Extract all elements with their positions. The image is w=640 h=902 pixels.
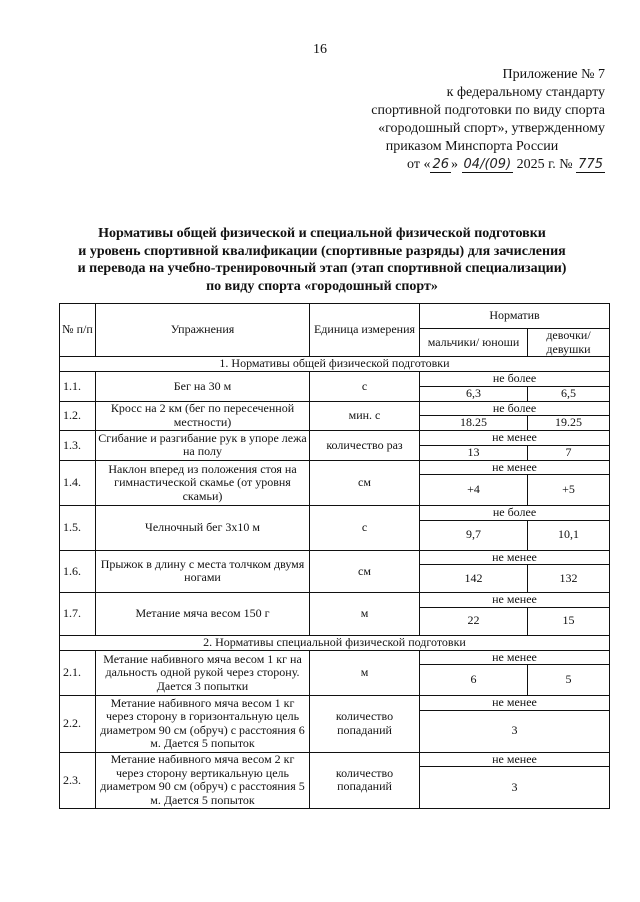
date-mid: » [451,157,459,172]
both-value: 3 [420,710,610,752]
row-number: 1.6. [60,550,96,593]
appendix-line: «городошный спорт», утвержденному [378,121,605,136]
document-title [40,225,604,295]
boys-value: 13 [420,445,528,460]
condition-cell: не менее [420,431,610,446]
condition-cell: не менее [420,650,610,665]
norms-table [59,303,610,809]
appendix-line: приказом Минспорта России [385,139,559,154]
order-year: 2025 г. № [516,157,573,172]
row-number: 1.7. [60,593,96,636]
header-exercise: Упражнения [96,304,310,357]
title-line: по виду спорта «городошный спорт» [206,278,438,294]
row-number: 2.2. [60,696,96,753]
both-value: 3 [420,767,610,809]
girls-value: 132 [528,565,610,593]
unit-cell: количество раз [310,431,420,461]
condition-cell: не менее [420,752,610,767]
boys-value: 22 [420,607,528,635]
row-number: 1.1. [60,372,96,402]
exercise-cell: Метание набивного мяча весом 1 кг через сторону в горизонтальную цель диаметром 90 см (обруч) с расстояния 6 м. Дается 5 попыток [96,696,310,753]
unit-cell: с [310,506,420,551]
order-day: 26 [432,157,450,172]
unit-cell: количество попаданий [310,696,420,753]
boys-value: 9,7 [420,520,528,550]
condition-cell: не более [420,401,610,416]
unit-cell: мин. с [310,401,420,431]
exercise-cell: Наклон вперед из положения стоя на гимнастической скамье (от уровня скамьи) [96,460,310,506]
condition-cell: не менее [420,550,610,565]
row-number: 2.1. [60,650,96,696]
exercise-cell: Метание мяча весом 150 г [96,593,310,636]
row-number: 1.5. [60,506,96,551]
order-date-line [305,156,605,174]
exercise-cell: Бег на 30 м [96,372,310,402]
header-girls: девочки/ девушки [528,329,610,357]
boys-value: +4 [420,475,528,506]
exercise-cell: Метание набивного мяча весом 2 кг через сторону вертикальную цель диаметром 90 см (обруч) с расстояния 5 м. Дается 5 попыток [96,752,310,809]
row-number: 2.3. [60,752,96,809]
girls-value: +5 [528,475,610,506]
section-heading: 2. Нормативы специальной физической подготовки [60,635,610,650]
unit-cell: м [310,650,420,696]
exercise-cell: Метание набивного мяча весом 1 кг на дальность одной рукой через сторону. Дается 3 попытки [96,650,310,696]
unit-cell: см [310,550,420,593]
girls-value: 15 [528,607,610,635]
unit-cell: м [310,593,420,636]
title-line: и перевода на учебно-тренировочный этап (этап спортивной специализации) [77,261,567,276]
unit-cell: см [310,460,420,506]
boys-value: 18.25 [420,416,528,431]
row-number: 1.3. [60,431,96,461]
title-line: Нормативы общей физической и специальной физической подготовки [98,226,546,241]
girls-value: 19.25 [528,416,610,431]
header-norm: Норматив [420,304,610,329]
exercise-cell: Прыжок в длину с места толчком двумя ногами [96,550,310,593]
condition-cell: не менее [420,593,610,608]
order-number: 775 [578,157,603,172]
boys-value: 6 [420,665,528,696]
unit-cell: с [310,372,420,402]
row-number: 1.2. [60,401,96,431]
page-number: 16 [313,42,327,57]
exercise-cell: Кросс на 2 км (бег по пересеченной местности) [96,401,310,431]
appendix-line: к федеральному стандарту [446,85,605,100]
appendix-line: спортивной подготовки по виду спорта [371,103,605,118]
appendix-title: Приложение № 7 [502,67,605,82]
appendix-header [305,66,605,174]
condition-cell: не менее [420,460,610,475]
header-num: № п/п [60,304,96,357]
header-boys: мальчики/ юноши [420,329,528,357]
unit-cell: количество попаданий [310,752,420,809]
girls-value: 6,5 [528,386,610,401]
girls-value: 7 [528,445,610,460]
exercise-cell: Челночный бег 3х10 м [96,506,310,551]
exercise-cell: Сгибание и разгибание рук в упоре лежа на полу [96,431,310,461]
boys-value: 142 [420,565,528,593]
condition-cell: не более [420,506,610,521]
boys-value: 6,3 [420,386,528,401]
girls-value: 5 [528,665,610,696]
condition-cell: не более [420,372,610,387]
title-line: и уровень спортивной квалификации (спортивные разряды) для зачисления [78,243,566,259]
girls-value: 10,1 [528,520,610,550]
date-prefix: от « [407,157,431,172]
row-number: 1.4. [60,460,96,506]
section-heading: 1. Нормативы общей физической подготовки [60,357,610,372]
order-month: 04/(09) [463,157,512,172]
header-unit: Единица измерения [310,304,420,357]
condition-cell: не менее [420,696,610,711]
